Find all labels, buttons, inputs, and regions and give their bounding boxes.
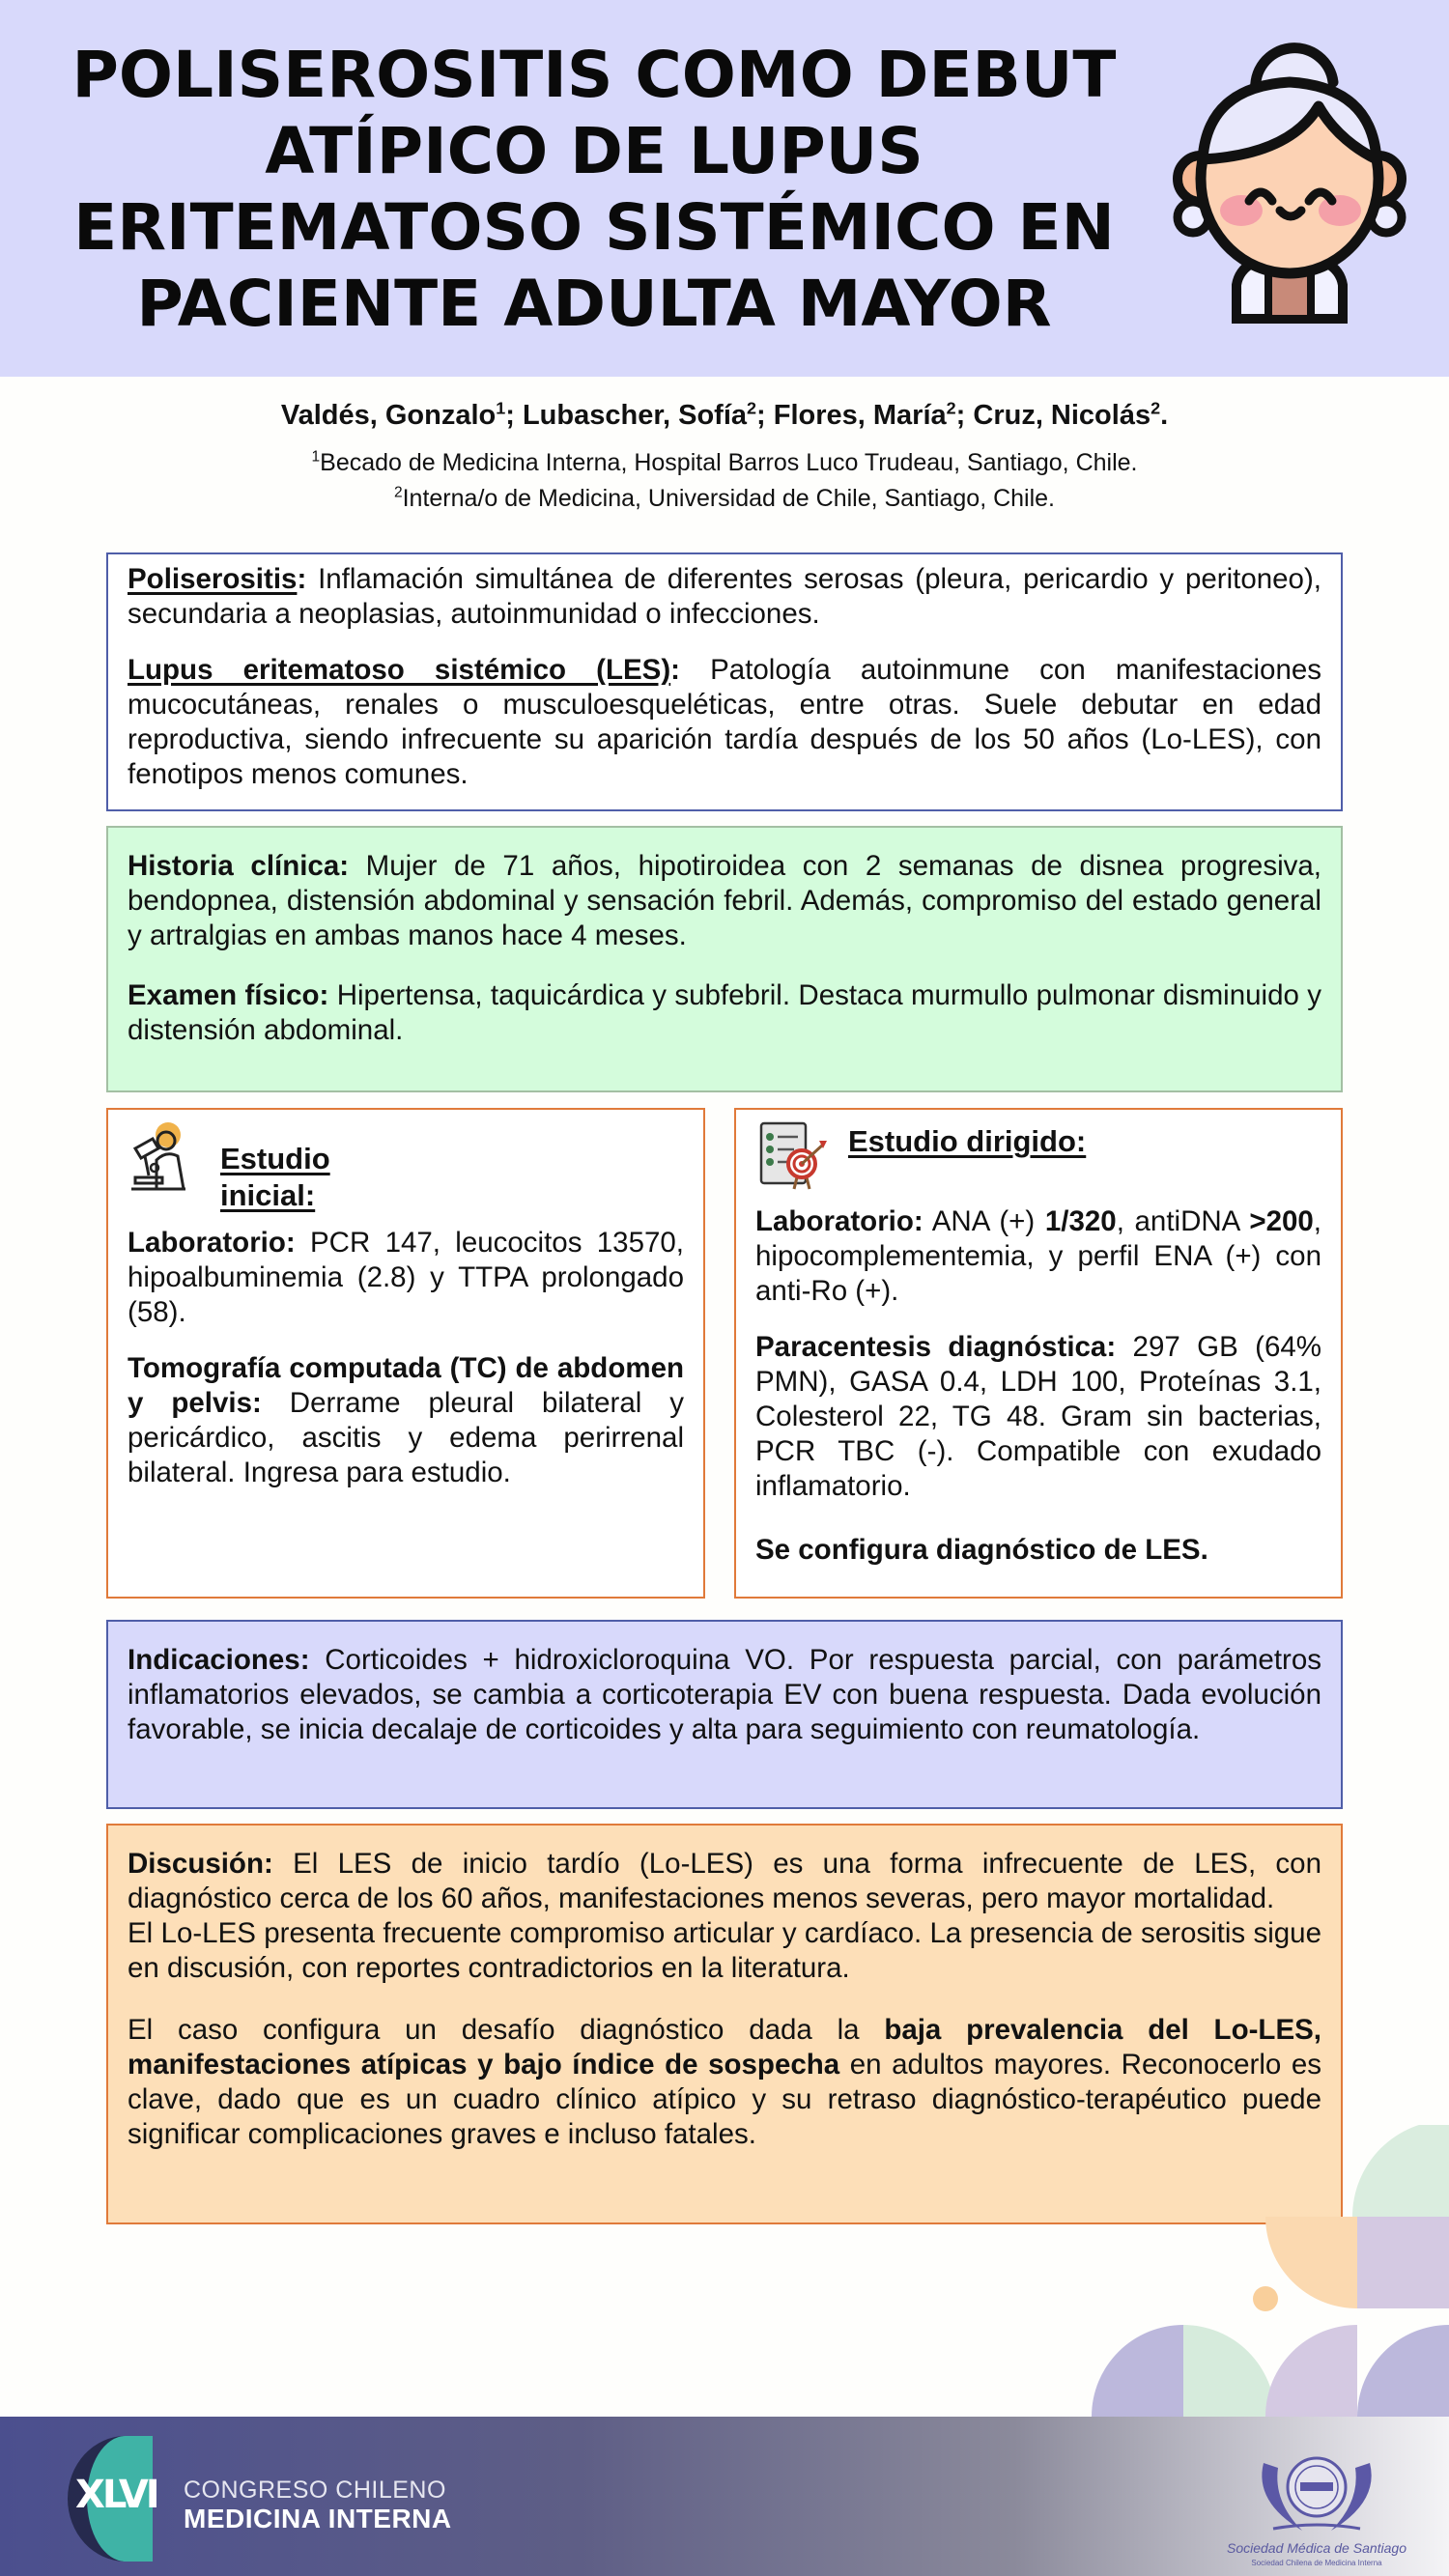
affiliation [0, 485, 1449, 513]
section-text: , antiDNA [1116, 1205, 1250, 1237]
antidna-value: >200 [1249, 1205, 1314, 1237]
examen-fisico [128, 978, 1321, 1048]
society-subtitle: Sociedad Chilena de Medicina Interna [1251, 2559, 1382, 2567]
affiliation-number: 1 [311, 448, 321, 466]
directed-study-header [755, 1118, 1321, 1193]
section-label: Laboratorio: [128, 1227, 296, 1259]
initial-study-header [128, 1121, 684, 1214]
section-text: Corticoides + hidroxicloroquina VO. Por respuesta parcial, con parámetros inflamatorios elevados, se cambia a corticoterapia EV con buena respuesta. Dada evolución favorable, se inicia decalaje de corticoides y alta para seguimiento con reumatología. [128, 1644, 1321, 1745]
initial-lab [128, 1226, 684, 1330]
elderly-woman-icon [1164, 39, 1415, 328]
author-name: Valdés, Gonzalo [280, 400, 497, 431]
definition-les [128, 653, 1321, 792]
society-emblem-icon [1235, 2444, 1399, 2540]
author-separator: ; [955, 400, 974, 431]
author-name: Lubascher, Sofía [522, 400, 748, 431]
definitions-box [106, 552, 1343, 811]
case-history-box [106, 826, 1343, 1092]
title-line: POLISEROSITIS COMO DEBUT [71, 38, 1117, 112]
author-affiliation-mark: 2 [946, 398, 956, 418]
emphasis-text: baja prevalencia del Lo-LES, manifestaciones atípicas y bajo índice de sospecha [128, 2014, 1321, 2081]
author-affiliation-mark: 1 [496, 398, 506, 418]
affiliation-text: Becado de Medicina Interna, Hospital Barros Luco Trudeau, Santiago, Chile. [320, 449, 1138, 476]
section-text: El caso configura un desafío diagnóstico dada la [128, 2014, 885, 2046]
initial-study-box [106, 1108, 705, 1599]
initial-ct [128, 1351, 684, 1490]
section-text: Derrame pleural bilateral y pericárdico, ascitis y edema perirrenal bilateral. Ingresa para estudio. [128, 1387, 684, 1488]
section-text: Hipertensa, taquicárdica y subfebril. Destaca murmullo pulmonar disminuido y distensión abdominal. [128, 979, 1321, 1046]
term-colon: : [670, 654, 680, 686]
society-name: Sociedad Médica de Santiago [1226, 2540, 1407, 2556]
definition-text: Patología autoinmune con manifestaciones mucocutáneas, renales o musculoesqueléticas, entre otras. Suele debutar en edad reproductiva, siendo infrecuente su aparición tardía después de los 50 años (Lo-LES), con fenotipos menos comunes. [128, 654, 1322, 790]
definition-poliserositis [128, 562, 1321, 632]
definition-text: Inflamación simultánea de diferentes serosas (pleura, pericardio y peritoneo), secundaria a neoplasias, autoinmunidad o infecciones. [128, 563, 1321, 630]
section-label: Discusión: [128, 1848, 273, 1880]
title-line: PACIENTE ADULTA MAYOR [136, 267, 1052, 341]
discussion-paragraph [128, 1847, 1321, 1916]
discussion-paragraph: El Lo-LES presenta frecuente compromiso articular y cardíaco. La presencia de serositis sigue en discusión, con reportes contradictorios en la literatura. [128, 1917, 1321, 1984]
author-list [0, 400, 1449, 432]
author-affiliation-mark: 2 [1151, 398, 1161, 418]
term-label: Poliserositis [128, 563, 298, 595]
treatment-box [106, 1620, 1343, 1809]
directed-lab [755, 1204, 1321, 1309]
historia-clinica [128, 849, 1321, 953]
section-text: Mujer de 71 años, hipotiroidea con 2 semanas de disnea progresiva, bendopnea, distensión abdominal y sensación febril. Además, compromiso del estado general y artralgias en ambas manos hace 4 meses. [128, 850, 1321, 951]
poster-title [39, 37, 1150, 342]
section-label: Tomografía computada (TC) de abdomen y pelvis: [128, 1352, 684, 1419]
section-label: Historia clínica: [128, 850, 350, 882]
poster-footer [0, 2417, 1449, 2576]
author-name: Flores, María [773, 400, 947, 431]
title-line: ERITEMATOSO SISTÉMICO EN [73, 190, 1115, 265]
diagnosis-conclusion [755, 1533, 1321, 1568]
section-text: 297 GB (64% PMN), GASA 0.4, LDH 100, Proteínas 3.1, Colesterol 22, TG 48. Gram sin bacterias, PCR TBC (-). Compatible con exudado inflamatorio. [755, 1331, 1322, 1502]
poster-header [0, 0, 1449, 377]
title-line: ATÍPICO DE LUPUS [265, 114, 923, 188]
section-text: , hipocomplementemia, y perfil ENA (+) con anti-Ro (+). [755, 1205, 1321, 1307]
section-text: El LES de inicio tardío (Lo-LES) es una forma infrecuente de LES, con diagnóstico cerca de los 60 años, manifestaciones menos severas, pero mayor mortalidad. [128, 1848, 1321, 1914]
author-name: Cruz, Nicolás [973, 400, 1151, 431]
checklist-target-icon [755, 1118, 831, 1193]
congress-name-line1: CONGRESO CHILENO [184, 2477, 446, 2504]
congress-numeral: XLVI [75, 2473, 157, 2517]
affiliation-number: 2 [393, 484, 403, 501]
affiliation-text: Interna/o de Medicina, Universidad de Chile, Santiago, Chile. [402, 485, 1055, 512]
author-separator: ; [505, 400, 523, 431]
directed-study-box [734, 1108, 1343, 1599]
section-text: ANA (+) [923, 1205, 1045, 1237]
section-text: PCR 147, leucocitos 13570, hipoalbuminemia (2.8) y TTPA prolongado (58). [128, 1227, 684, 1328]
microscope-scientist-icon [128, 1121, 203, 1197]
section-label: Indicaciones: [128, 1644, 310, 1676]
directed-study-title: Estudio dirigido: [848, 1124, 1087, 1158]
section-label: Laboratorio: [755, 1205, 923, 1237]
initial-study-title: Estudio inicial: [220, 1142, 330, 1212]
ana-titer: 1/320 [1044, 1205, 1117, 1237]
section-text: en adultos mayores. Reconocerlo es clave, dado que es un cuadro clínico atípico y su retraso diagnóstico-terapéutico puede significar complicaciones graves e incluso fatales. [128, 2049, 1321, 2150]
section-label: Paracentesis diagnóstica: [755, 1331, 1117, 1363]
directed-paracentesis [755, 1330, 1321, 1504]
author-separator: . [1160, 400, 1169, 431]
term-colon: : [297, 563, 307, 595]
decorative-shapes [1063, 2125, 1449, 2417]
section-label: Examen físico: [128, 979, 329, 1011]
conclusion-text: Se configura diagnóstico de LES. [755, 1534, 1208, 1566]
affiliation [0, 449, 1449, 477]
indicaciones [128, 1643, 1321, 1747]
author-separator: ; [756, 400, 774, 431]
congress-name-line2: MEDICINA INTERNA [184, 2504, 452, 2534]
author-affiliation-mark: 2 [747, 398, 757, 418]
term-label: Lupus eritematoso sistémico (LES) [128, 654, 671, 686]
